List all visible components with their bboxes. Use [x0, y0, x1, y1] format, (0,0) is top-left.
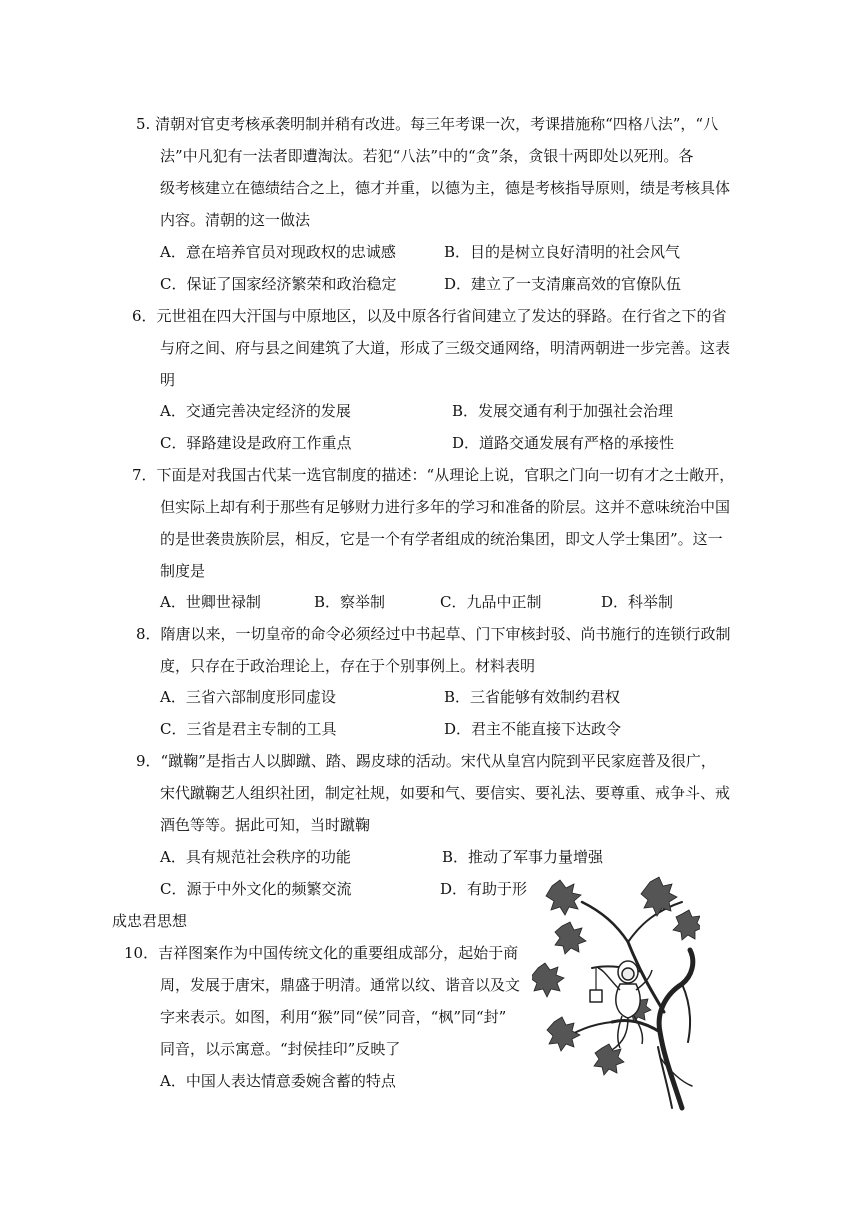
- q9-option-d-wrap: 成忠君思想: [112, 912, 188, 930]
- q10-line-4: 同音，以示寓意。“封侯挂印”反映了: [160, 1040, 401, 1058]
- q7-line-4: 制度是: [160, 562, 206, 580]
- q5-option-b: B．目的是树立良好清明的社会风气: [444, 243, 681, 261]
- q5-option-c: C．保证了国家经济繁荣和政治稳定: [160, 275, 397, 293]
- monkey-maple-tree-illustration: [532, 872, 700, 1112]
- q8-line-1: 8．隋唐以来，一切皇帝的命令必须经过中书起草、门下审核封驳、尚书施行的连锁行政制: [136, 625, 731, 643]
- q8-option-a: A．三省六部制度形同虚设: [160, 688, 336, 706]
- q6-line-1: 6．元世祖在四大汗国与中原地区，以及中原各行省间建立了发达的驿路。在行省之下的省: [132, 307, 727, 325]
- q5-option-d: D．建立了一支清廉高效的官僚队伍: [444, 275, 682, 293]
- q9-line-2: 宋代蹴鞠艺人组织社团，制定社规，如要和气、要信实、要礼法、要尊重、戒争斗、戒: [160, 784, 731, 802]
- q9-line-3: 酒色等等。据此可知，当时蹴鞠: [160, 816, 371, 834]
- q10-line-1: 10．吉祥图案作为中国传统文化的重要组成部分，起始于商: [124, 944, 519, 962]
- q9-line-1: 9．“蹴鞠”是指古人以脚蹴、踏、踢皮球的活动。宋代从皇宫内院到平民家庭普及很广，: [136, 752, 716, 770]
- q8-option-d: D．君主不能直接下达政令: [444, 720, 622, 738]
- q7-option-a: A．世卿世禄制: [160, 593, 261, 611]
- q5-line-3: 级考核建立在德绩结合之上，德才并重，以德为主，德是考核指导原则，绩是考核具体: [160, 179, 731, 197]
- q8-option-c: C．三省是君主专制的工具: [160, 720, 337, 738]
- q5-line-1: 5. 清朝对官吏考核承袭明制并稍有改进。每三年考课一次，考课措施称“四格八法”，“八: [136, 115, 719, 133]
- q9-option-d: D．有助于形: [440, 880, 528, 898]
- q7-option-c: C．九品中正制: [440, 593, 542, 611]
- q9-option-a: A．具有规范社会秩序的功能: [160, 848, 351, 866]
- q8-option-b: B．三省能够有效制约君权: [444, 688, 621, 706]
- q5-option-a: A．意在培养官员对现政权的忠诚感: [160, 243, 396, 261]
- q10-line-2: 周，发展于唐宋，鼎盛于明清。通常以纹、谐音以及文: [160, 976, 521, 994]
- q6-option-b: B．发展交通有利于加强社会治理: [452, 402, 674, 420]
- q6-option-d: D．道路交通发展有严格的承接性: [452, 434, 675, 452]
- q5-line-4: 内容。清朝的这一做法: [160, 211, 311, 229]
- q7-line-3: 的是世袭贵族阶层，相反，它是一个有学者组成的统治集团，即文人学士集团”。这一: [160, 530, 723, 548]
- q6-option-a: A．交通完善决定经济的发展: [160, 402, 351, 420]
- q6-line-2: 与府之间、府与县之间建筑了大道，形成了三级交通网络，明清两朝进一步完善。这表: [160, 339, 731, 357]
- q6-line-3: 明: [160, 371, 176, 389]
- q6-option-c: C．驿路建设是政府工作重点: [160, 434, 352, 452]
- q5-line-2: 法”中凡犯有一法者即遭淘汰。若犯“八法”中的“贪”条，贪银十两即处以死刑。各: [160, 147, 694, 165]
- q7-option-b: B．察举制: [314, 593, 386, 611]
- q10-line-3: 字来表示。如图，利用“猴”同“侯”同音，“枫”同“封”: [160, 1008, 507, 1026]
- q9-option-b: B．推动了军事力量增强: [442, 848, 604, 866]
- q7-line-2: 但实际上却有利于那些有足够财力进行多年的学习和准备的阶层。这并不意味统治中国: [160, 498, 731, 516]
- q7-option-d: D．科举制: [601, 593, 674, 611]
- q9-option-c: C．源于中外文化的频繁交流: [160, 880, 352, 898]
- q10-option-a: A．中国人表达情意委婉含蓄的特点: [160, 1072, 396, 1090]
- q7-line-1: 7．下面是对我国古代某一选官制度的描述：“从理论上说，官职之门向一切有才之士敞开，: [132, 466, 735, 484]
- q8-line-2: 度，只存在于政治理论上，存在于个别事例上。材料表明: [160, 657, 536, 675]
